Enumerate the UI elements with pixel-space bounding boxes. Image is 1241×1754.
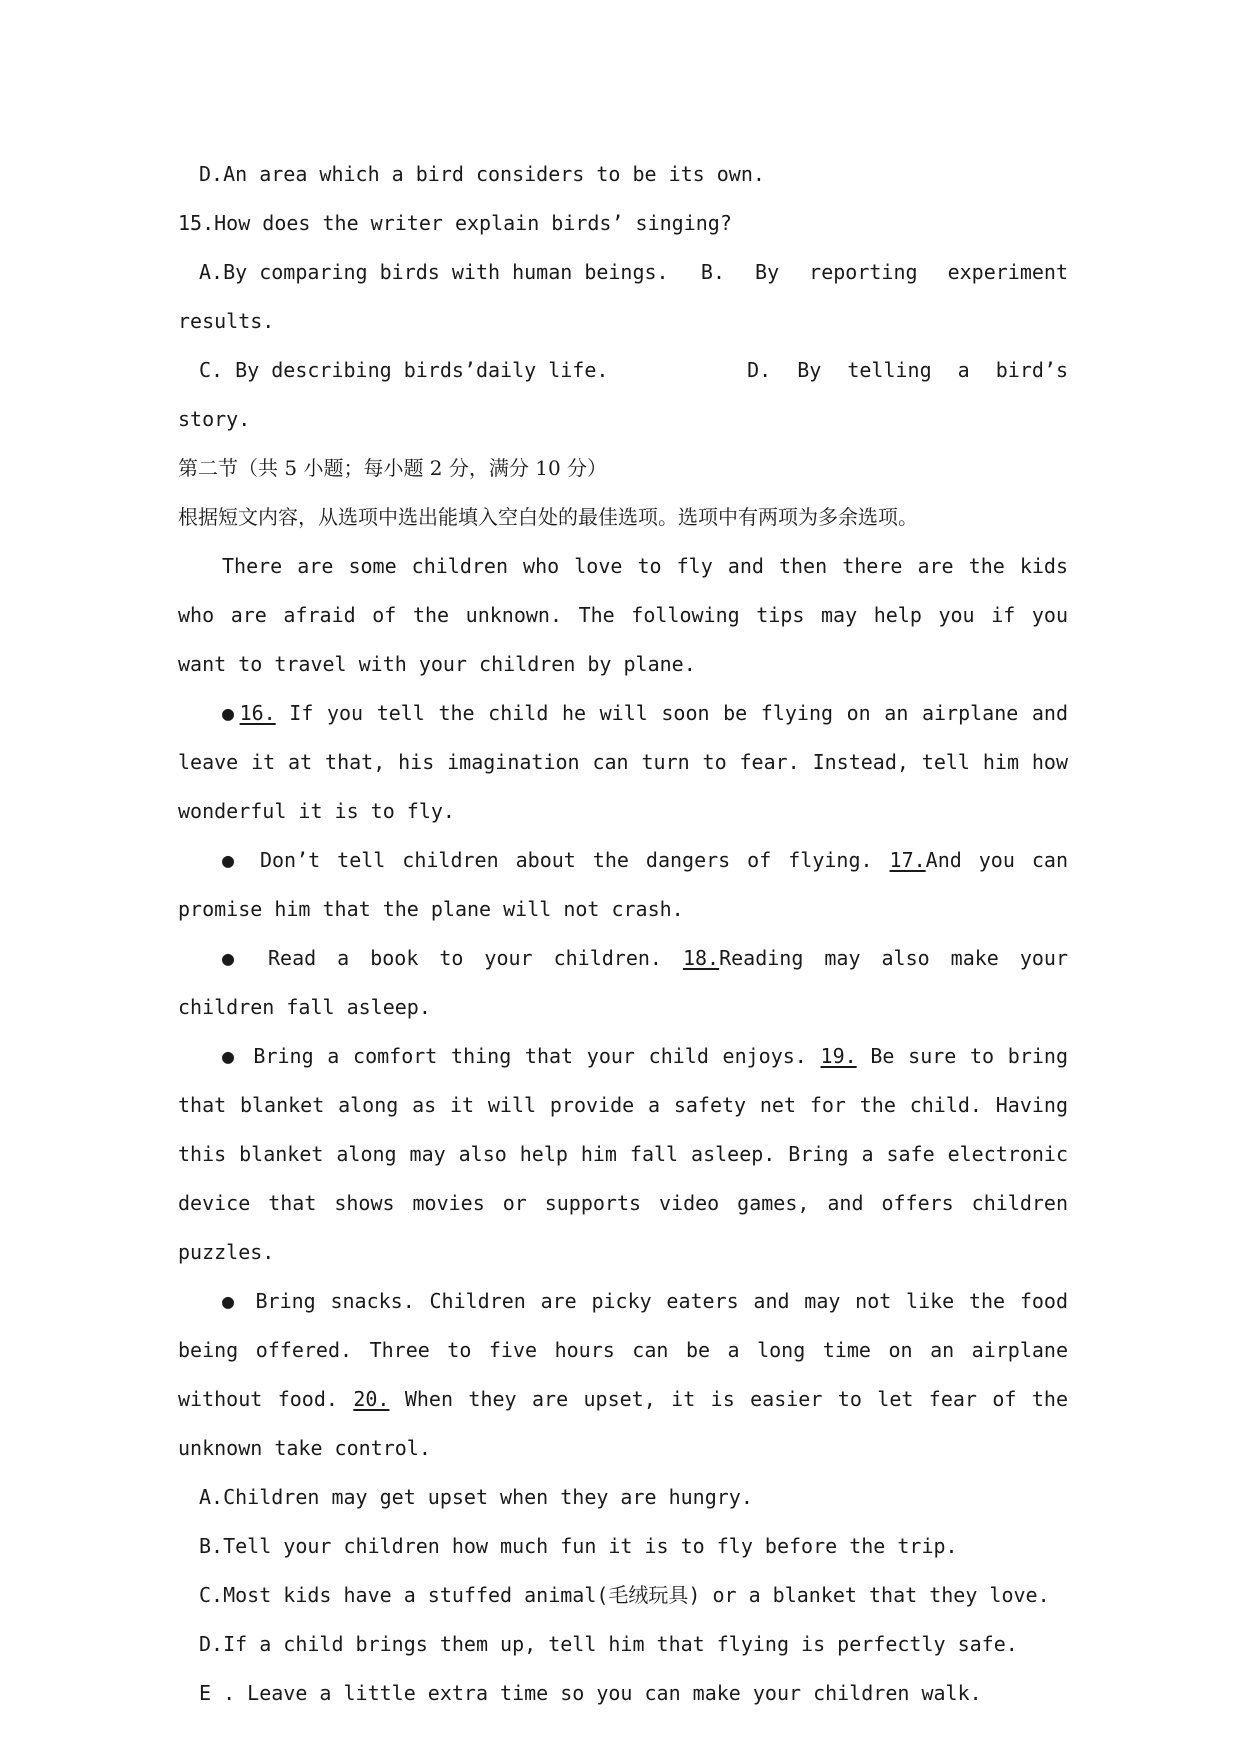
tip-16 — [178, 689, 1068, 836]
bullet-icon: ● — [222, 1044, 236, 1068]
answer-choices — [178, 1473, 1068, 1718]
tip-19 — [178, 1032, 1068, 1277]
choice-b: B.Tell your children how much fun it is to fly before the trip. — [199, 1534, 958, 1558]
tip-18 — [178, 934, 1068, 1032]
blank-16: 16. — [239, 701, 276, 725]
q15-stem: 15.How does the writer explain birds’ singing? — [178, 211, 732, 235]
tip-17 — [178, 836, 1068, 934]
blank-19: 19. — [820, 1044, 857, 1068]
section-heading: 第二节（共 5 小题；每小题 2 分，满分 10 分） — [178, 456, 608, 480]
tip-20 — [178, 1277, 1068, 1473]
choice-d: D.If a child brings them up, tell him that flying is perfectly safe. — [199, 1632, 1018, 1656]
section-instruction: 根据短文内容，从选项中选出能填入空白处的最佳选项。选项中有两项为多余选项。 — [178, 505, 918, 529]
q15-options-cd — [178, 346, 1068, 444]
tip-19-after: Be sure to bring that blanket along as it will provide a safety net for the child. Having this blanket along may also help him fall asleep. Bring a safe electronic device that shows movies or supports video games, and offers children puzzles. — [178, 1044, 1068, 1264]
exam-page — [178, 150, 1068, 1718]
blank-20: 20. — [353, 1387, 390, 1411]
tip-18-after: Reading may also make your children fall asleep. — [178, 946, 1068, 1019]
q15-option-b-tail: results. — [178, 309, 275, 333]
q15-option-d-head: D. By telling a bird’s — [747, 358, 1068, 382]
tip-20-before: Bring snacks. Children are picky eaters and may not like the food being offered. Three to five hours can be a long time on an airplane without food. — [178, 1289, 1068, 1411]
tip-17-after: And you can promise him that the plane will not crash. — [178, 848, 1068, 921]
tip-20-after: When they are upset, it is easier to let fear of the unknown take control. — [178, 1387, 1068, 1460]
tip-18-before: Read a book to your children. — [247, 946, 683, 970]
tip-16-text: If you tell the child he will soon be flying on an airplane and leave it at that, his imagination can turn to fear. Instead, tell him how wonderful it is to fly. — [178, 701, 1068, 823]
choice-e: E . Leave a little extra time so you can make your children walk. — [199, 1681, 982, 1705]
blank-18: 18. — [682, 946, 720, 970]
q15-option-c: C. By describing birds’daily life. — [199, 358, 609, 382]
q15-row-cd — [178, 346, 1068, 395]
q15-option-d-tail: story. — [178, 407, 251, 431]
passage-intro: There are some children who love to fly and then there are the kids who are afraid of the unknown. The following tips may help you if you want to travel with your children by plane. — [178, 554, 1068, 676]
bullet-icon: ● — [222, 1289, 237, 1313]
tip-17-before: Don’t tell children about the dangers of flying. — [242, 848, 890, 872]
tip-19-before: Bring a comfort thing that your child enjoys. — [239, 1044, 821, 1068]
bullet-icon: ● — [222, 701, 236, 725]
bullet-icon: ● — [222, 848, 239, 872]
blank-17: 17. — [889, 848, 926, 872]
q14-option-d: D.An area which a bird considers to be its own. — [199, 162, 765, 186]
q15-row-ab — [178, 248, 1068, 297]
choice-c: C.Most kids have a stuffed animal(毛绒玩具) or a blanket that they love. — [199, 1583, 1050, 1607]
bullet-icon: ● — [222, 946, 243, 970]
q15-options-ab — [178, 248, 1068, 346]
q15-option-b-head: B. By reporting experiment — [700, 260, 1068, 284]
choice-a: A.Children may get upset when they are hungry. — [199, 1485, 753, 1509]
q15-option-a: A.By comparing birds with human beings. — [199, 260, 669, 284]
